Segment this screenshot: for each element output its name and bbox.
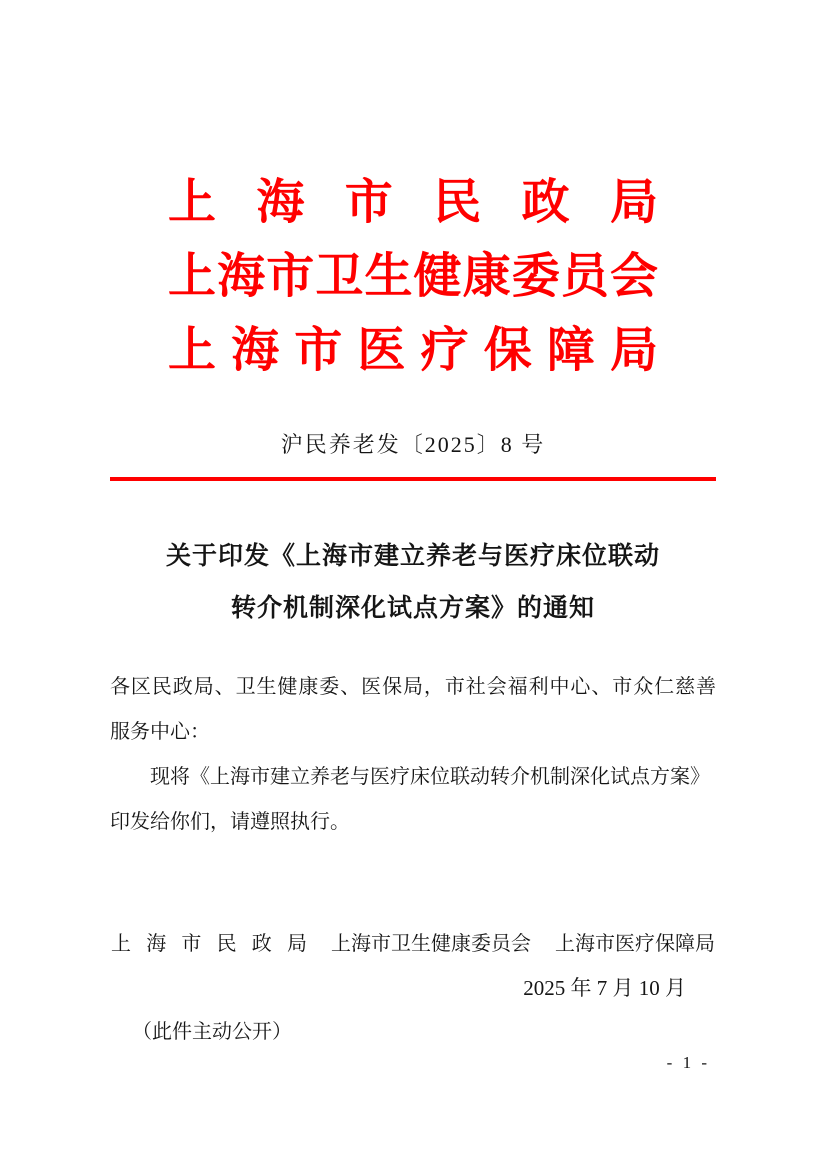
red-divider-line: [110, 477, 716, 481]
signature-date: 2025 年 7 月 10 月: [523, 976, 686, 1000]
signature-agency-2: 上海市卫生健康委员会: [331, 933, 531, 955]
signature-agency-1: 上海市民政局: [111, 933, 307, 955]
body-paragraph-line-2: 印发给你们，请遵照执行。: [110, 811, 350, 833]
letterhead-agency-3: 上海市医疗保障局: [168, 324, 658, 377]
letterhead-agency-1: 上海市民政局: [168, 176, 658, 229]
page-number: - 1 -: [666, 1053, 710, 1072]
notice-title: [0, 531, 826, 635]
body-paragraph-line-1: 现将《上海市建立养老与医疗床位联动转介机制深化试点方案》: [150, 766, 710, 788]
signature-agencies: [110, 922, 716, 967]
disclosure-note: （此件主动公开）: [132, 1021, 292, 1043]
notice-body: [110, 665, 716, 845]
notice-title-line-1: 关于印发《上海市建立养老与医疗床位联动: [165, 543, 660, 570]
notice-title-line-2: 转介机制深化试点方案》的通知: [230, 595, 595, 622]
addressee-line-2: 服务中心：: [110, 721, 210, 743]
signature-agency-3: 上海市医疗保障局: [555, 933, 715, 955]
addressee-line-1: 各区民政局、卫生健康委、医保局，市社会福利中心、市众仁慈善: [110, 676, 716, 698]
document-number: 沪民养老发〔2025〕8 号: [280, 432, 546, 457]
letterhead-agency-2: 上海市卫生健康委员会: [168, 250, 658, 303]
document-letterhead: [0, 166, 826, 388]
